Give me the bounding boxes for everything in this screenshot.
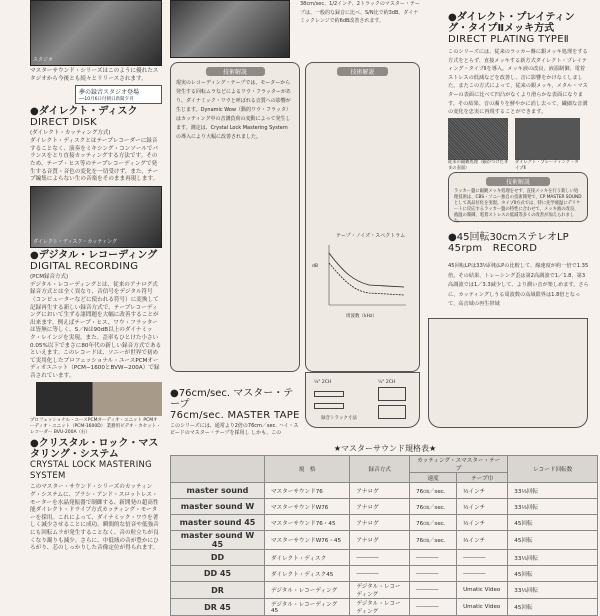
- section-body: デジタル・レコーディングとは、従来のアナログ式録音方式とは全く異なり、音信号をデジタル符号（コンピューターなどに使われる符号）に変換して記録再生する新しい録音方式で、テープレコーディングにおいて生ずる諸問題を大幅に改善することが出来ます。例えばテープ・ヒス、ワウ・フラッターは皆無に等しく、S／Nは90dB以上のダイナミック・レインジを実現。また、歪率もひとけた小さい0.05%以下でまさに80年代の新しい録音方式であるといえます。このレコードは、ソニーが世界で初めて実用化したプロフェッショナル・ユースPCMオーディオユニット（PCM−1600とBVW−200A）で録音されています。: [30, 281, 162, 379]
- cell-logo: master sound W: [171, 499, 265, 515]
- cell-width: ½インチ: [457, 515, 508, 531]
- header-cutting: カッティング・スマスター・テープ: [410, 456, 508, 473]
- cell-speed: ――――: [410, 550, 457, 566]
- cell-speed: 76㎝／sec.: [410, 499, 457, 515]
- rpm-tech-box: [428, 318, 588, 428]
- table-row: [171, 582, 598, 599]
- section-title-en: 76cm/sec. MASTER TAPE: [170, 410, 300, 421]
- section-body: このマスター・サウンド・シリーズのカッティング・システムに、ブラシ・アンド・スロットレス・モーターを水晶発振器で制御する、新開発の超高性能ダイレクト・ドライブ方式カッティング・モーターを採用。これによって、ダイナミック・ワウを著しく減少させることに成功。瞬間的な倍音や低強音にも回転ムラが発生することなく、音の粒立ちが良くなり濁りも減少。さらに、中低域の音が豊かにひろがり、芯のしっかりした音像定位が得られます。: [30, 484, 159, 552]
- track-diagram-box: [305, 372, 420, 428]
- graph-ylabel: dB: [312, 264, 318, 269]
- intro-text: マスターサウンド・シリーズはこのように優れたスタジオから今後とも続々とリリースされます。: [30, 68, 159, 82]
- section-body: 45回転LPは33⅓回転LPの比較して、線速度が約一倍で1.35倍。その結果、トレーシング歪は第2高調波で1／1.8、第3高調波では1／3.3減少して、より潤い音が楽しめます。さらに、カッティングしうる周波数の高域限界は1.8倍となって、高音域の再生帯域: [448, 263, 589, 308]
- box-title: 技術解説: [337, 67, 389, 76]
- cell-width: ½インチ: [457, 531, 508, 550]
- spec-table-wrap: [170, 455, 598, 616]
- cell-logo: master sound 45: [171, 515, 265, 531]
- section-title-jp: ●76cm/sec. マスター・テープ: [170, 388, 294, 410]
- direct-plating-photo: [515, 118, 580, 160]
- silver-plating-photo: [448, 118, 508, 160]
- noise-spectrum-graph: [324, 243, 409, 313]
- cell-speed: ――――: [410, 566, 457, 582]
- section-title-en: DIRECT DISK: [30, 117, 98, 129]
- cell-logo: master sound W 45: [171, 531, 265, 550]
- cell-rpm: 45回転: [508, 566, 598, 582]
- header-standard: 規 格: [264, 456, 349, 483]
- cell-method: アナログ: [350, 515, 410, 531]
- diagram-caption: 録音トラック寸法: [321, 416, 357, 421]
- cell-logo: DD 45: [171, 566, 265, 582]
- plating-section: [448, 12, 588, 117]
- studio-photo: スタジオ: [30, 0, 162, 66]
- pcm-caption: プロフェッショナル・ユースPCMオーディオ・ユニット PCMオーディオ・ユニット（PCM-1600D） 業務用ビデオ・カセット・レコーダー BVU-200A（右）: [30, 418, 161, 436]
- cell-width: ½インチ: [457, 483, 508, 499]
- section-title-en: DIGITAL RECORDING: [30, 260, 139, 272]
- box-body: 現実のレコーディング・テープでは、モーターから発生する回転ムラなどによるワウ・フラッターがあり、ダイナミック・ワウと呼ばれる音質への影響が生じます。Dynamic Wow（動的ワウ・フラッタ）はカッティング中の音溝負荷の変動によって発生します。測定は、Crystal Lock Mastering System の導入により大幅に改善されました。: [176, 80, 291, 140]
- diagram-label: ½" 2CH: [378, 380, 396, 385]
- section-body: このシリーズには、従来のラッカー盤に銀メッキ処理をする方式をとらず、直接メッキする新方式ダイレクト・プレイティング・タイプⅡを導入。メッキ液の改良、液温制御、電着ストレスの低減などを改善し、音に影響をかけなくしました。またこの方式によって、従来の銀メッキ、メタル・マスターの表面に比べて凹凸がなくより滑らかな表面になります。その結果、音の濁りを鮮やかに消し去って、繊細な音溝の変化を忠実に再現することができます。: [448, 49, 588, 116]
- table-row: [171, 531, 598, 550]
- cell-speed: ――――: [410, 582, 457, 599]
- notice-box: [75, 85, 162, 104]
- box-title: 技術解説: [486, 177, 550, 186]
- crystal-section: [30, 438, 162, 552]
- cell-width: ――――: [457, 550, 508, 566]
- notice-title: 夢の録音スタジオ登場: [79, 89, 140, 97]
- table-row: [171, 566, 598, 582]
- turntable-photo: [170, 0, 290, 58]
- header-method: 録音方式: [350, 456, 410, 483]
- cell-width: ½インチ: [457, 499, 508, 515]
- cell-rpm: 33⅓回転: [508, 499, 598, 515]
- cell-width: Umatic Video: [457, 599, 508, 616]
- graph-xlabel: 周波数（kHz）: [346, 314, 377, 319]
- plating-tech-box: [448, 172, 588, 222]
- table-row: [171, 499, 598, 515]
- photo-caption: 従来の銀鍍処理（銀がつけたままの表面）: [448, 160, 509, 171]
- section-subtitle: (ダイレクト・カッティング方式): [30, 130, 111, 137]
- cell-method: デジタル・レコーディング: [350, 582, 410, 599]
- header-speed: 速度: [410, 473, 457, 483]
- cell-rpm: 45回転: [508, 531, 598, 550]
- box-title: 技術解説: [206, 67, 265, 76]
- cell-logo: master sound: [171, 483, 265, 499]
- cell-speed: ――――: [410, 599, 457, 616]
- cell-method: アナログ: [350, 483, 410, 499]
- header-rpm: レコード回転数: [508, 456, 598, 483]
- cell-name: マスターサウンド76・45: [264, 515, 349, 531]
- master-tape-section: [170, 388, 303, 436]
- cell-logo: DR 45: [171, 599, 265, 616]
- table-row: [171, 483, 598, 499]
- digital-section: [30, 250, 162, 381]
- cell-width: Umatic Video: [457, 582, 508, 599]
- notice-sub: ──10月6日付朝日新聞夕刊: [79, 97, 134, 103]
- tape-text: 38cm/sec、1/2インチ、2トラックのマスター・テープは、一般的な録音に比べ、S/N比で約3dB、ダイナミックレンジで約6dB改善されます。: [300, 1, 420, 24]
- left-column: [30, 0, 162, 600]
- section-body: ダイレクト・ディスクとはテープレコーダーに録音することなく、演奏をミキシング・コンソールでバランスをとり直接カッティングする方法です。そのため、テープ・ヒス等のテープレコーディングで発生する音質・音色の変化を一切受けず、また、テープ編集によらない生の音楽をそのまま再現します。: [30, 138, 159, 183]
- section-title-jp: ●ダイレクト・ディスク: [30, 106, 138, 118]
- tech-explanation-box-2: [305, 62, 420, 372]
- pcm-photo: [36, 382, 162, 416]
- section-title-en: DIRECT PLATING TYPEⅡ: [448, 34, 570, 45]
- cell-rpm: 33⅓回転: [508, 550, 598, 566]
- table-row: [171, 599, 598, 616]
- diagram-label: ¼" 2CH: [314, 380, 332, 385]
- cell-rpm: 45回転: [508, 599, 598, 616]
- cell-speed: 76㎝／sec.: [410, 483, 457, 499]
- table-row: [171, 550, 598, 566]
- spec-table-title: ★マスターサウンド規格表★: [333, 444, 437, 453]
- box-body: ラッカー盤に銀鍍メッキ処理をせず、直接メッキを行う新しい処理技術は、CBS・ソニー独自の技術開発で、CP MASTER SOUNDとして高品位化を実現。タイプⅡ方式では、特に先学液温にデリケートに反応するラッカー盤の特性に合わせて、メッキ液の改良、液温の制御、電着ストレスの低減等多くの改善が加えられました。: [454, 189, 582, 224]
- table-row: [171, 515, 598, 531]
- direct-disk-section: [30, 106, 162, 184]
- cell-name: マスターサウンドW76: [264, 499, 349, 515]
- cell-logo: DD: [171, 550, 265, 566]
- cell-method: ――――: [350, 550, 410, 566]
- header-width: テープ巾: [457, 473, 508, 483]
- cell-name: マスターサウンドW76・45: [264, 531, 349, 550]
- section-title-en: 45rpm RECORD: [448, 243, 538, 254]
- cell-rpm: 45回転: [508, 515, 598, 531]
- spec-table: [170, 455, 598, 616]
- cell-method: アナログ: [350, 499, 410, 515]
- cell-rpm: 33⅓回転: [508, 483, 598, 499]
- cell-method: ――――: [350, 566, 410, 582]
- photo-caption: ダイレクト・プレーティング・タイプⅡ: [515, 160, 579, 171]
- cell-speed: 76㎝／sec.: [410, 531, 457, 550]
- cell-method: デジタル・レコーディング: [350, 599, 410, 616]
- cell-method: アナログ: [350, 531, 410, 550]
- tech-explanation-box: [170, 62, 300, 372]
- section-title-jp: ●クリスタル・ロック・マスタリング・システム: [30, 438, 159, 461]
- cell-rpm: 33⅓回転: [508, 582, 598, 599]
- cell-logo: DR: [171, 582, 265, 599]
- section-title-jp: ●ダイレクト・プレイティング・タイプⅡメッキ方式: [448, 12, 575, 34]
- cell-width: ――――: [457, 566, 508, 582]
- section-title-jp: ●デジタル・レコーディング: [30, 249, 158, 261]
- section-title-jp: ●45回転30cmステレオLP: [448, 232, 569, 243]
- cell-speed: 76㎝／sec.: [410, 515, 457, 531]
- cell-name: ダイレクト・ディスク45: [264, 566, 349, 582]
- cell-name: デジタル・レコーディング: [264, 582, 349, 599]
- section-subtitle: (PCM録音方式): [30, 273, 69, 280]
- section-body: このシリーズには、通常より2倍の76cm／sec. ハイ・スピードのマスター・テープを採用し しかも、この: [170, 423, 299, 436]
- rpm45-section: [448, 232, 590, 310]
- cell-name: マスターサウンド76: [264, 483, 349, 499]
- section-title-en: CRYSTAL LOCK MASTERING SYSTEM: [30, 460, 153, 482]
- graph-title: テープ・ノイズ・スペクトラム: [336, 233, 406, 239]
- cutting-photo: ダイレクト・ディスク・カッティング: [30, 186, 162, 248]
- cell-name: ダイレクト・ディスク: [264, 550, 349, 566]
- cell-name: デジタル・レコーディング45: [264, 599, 349, 616]
